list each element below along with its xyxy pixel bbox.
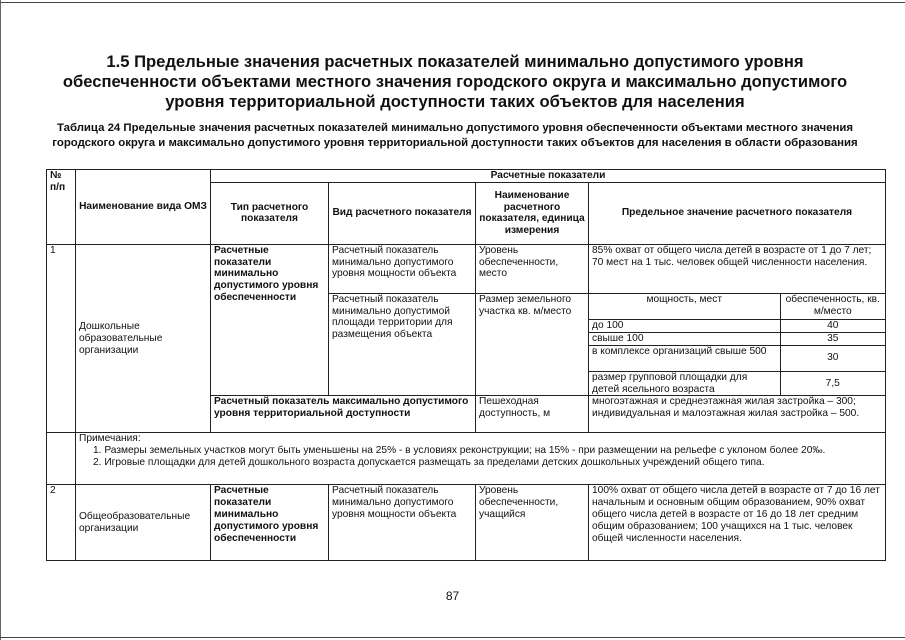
page-number: 87 <box>445 589 460 603</box>
row1-kind-power: Расчетный показатель минимально допустимого уровня мощности объекта <box>329 244 476 293</box>
row2-omz: Общеобразовательные организации <box>76 485 211 561</box>
notes-num-cell <box>47 433 76 485</box>
table-caption: Таблица 24 Предельные значения расчетных показателей минимально допустимого уровня обеспеченности объектами местного значения городского округа и максимально допустимого уровня территориальной доступности таких объектов для населения в области образования <box>52 122 858 149</box>
row2-num: 2 <box>47 485 76 561</box>
row1-area-cell <box>589 293 886 396</box>
area-row-label: размер групповой площадки для детей ясельного возраста <box>589 371 780 395</box>
area-row-label: свыше 100 <box>589 333 780 346</box>
row1-kind-area: Расчетный показатель минимально допустимой площади территории для размещения объекта <box>329 293 476 396</box>
area-row-value: 40 <box>780 320 885 333</box>
row2-type-min: Расчетные показатели минимально допустимого уровня обеспеченности <box>211 485 329 561</box>
row1-limit-access: многоэтажная и среднеэтажная жилая застройка – 300; индивидуальная и малоэтажная жилая застройка – 500. <box>589 396 886 433</box>
row2-name-power: Уровень обеспеченности, учащийся <box>476 485 589 561</box>
area-row-value: 35 <box>780 333 885 346</box>
header-type: Тип расчетного показателя <box>211 182 329 244</box>
row1-name-area: Размер земельного участка кв. м/место <box>476 293 589 396</box>
row1-omz: Дошкольные образовательные организации <box>76 244 211 433</box>
header-omz: Наименование вида ОМЗ <box>76 170 211 245</box>
area-col-provision: обеспеченность, кв. м/место <box>780 294 885 320</box>
top-border-line <box>0 2 905 3</box>
bottom-border-line <box>0 637 905 638</box>
notes-cell <box>76 433 886 485</box>
header-group: Расчетные показатели <box>211 170 886 183</box>
row1-type-min: Расчетные показатели минимально допустимого уровня обеспеченности <box>211 244 329 396</box>
row1-type-max: Расчетный показатель максимально допустимого уровня территориальной доступности <box>211 396 476 433</box>
notes-title: Примечания: <box>79 433 141 445</box>
left-scan-edge <box>0 0 1 640</box>
area-row-value: 30 <box>780 345 885 371</box>
header-kind: Вид расчетного показателя <box>329 182 476 244</box>
row1-limit-power: 85% охват от общего числа детей в возрасте от 1 до 7 лет; 70 мест на 1 тыс. человек общей численности населения. <box>589 244 886 293</box>
area-row-label: в комплексе организаций свыше 500 <box>589 345 780 371</box>
header-limit: Предельное значение расчетного показателя <box>589 182 886 244</box>
area-subtable <box>589 294 885 396</box>
education-indicators-table <box>46 169 886 561</box>
section-heading: 1.5 Предельные значения расчетных показателей минимально допустимого уровня обеспеченности объектами местного значения городского округа и максимально допустимого уровня территориальной доступности таких объектов для населения <box>62 52 848 111</box>
note-item: 1. Размеры земельных участков могут быть уменьшены на 25% - в условиях реконструкции; на 15% - при размещении на рельефе с уклоном более 20‰. <box>93 445 826 457</box>
row1-num: 1 <box>47 244 76 433</box>
row1-name-access: Пешеходная доступность, м <box>476 396 589 433</box>
area-col-capacity: мощность, мест <box>589 294 780 320</box>
row2-kind-power: Расчетный показатель минимально допустимого уровня мощности объекта <box>329 485 476 561</box>
note-item: 2. Игровые площадки для детей дошкольного возраста допускается размещать за пределами детских дошкольных учреждений общего типа. <box>93 457 765 469</box>
header-name-unit: Наименование расчетного показателя, единица измерения <box>476 182 589 244</box>
area-row-label: до 100 <box>589 320 780 333</box>
header-num: № п/п <box>47 170 76 245</box>
area-row-value: 7,5 <box>780 371 885 395</box>
row2-limit-power: 100% охват от общего числа детей в возрасте от 7 до 16 лет начальным и основным общим образованием, 90% охват общего числа детей в возрасте от 16 до 18 лет средним общим образованием; 100 учащихся на 1 тыс. человек общей численности населения. <box>589 485 886 561</box>
row1-name-power: Уровень обеспеченности, место <box>476 244 589 293</box>
